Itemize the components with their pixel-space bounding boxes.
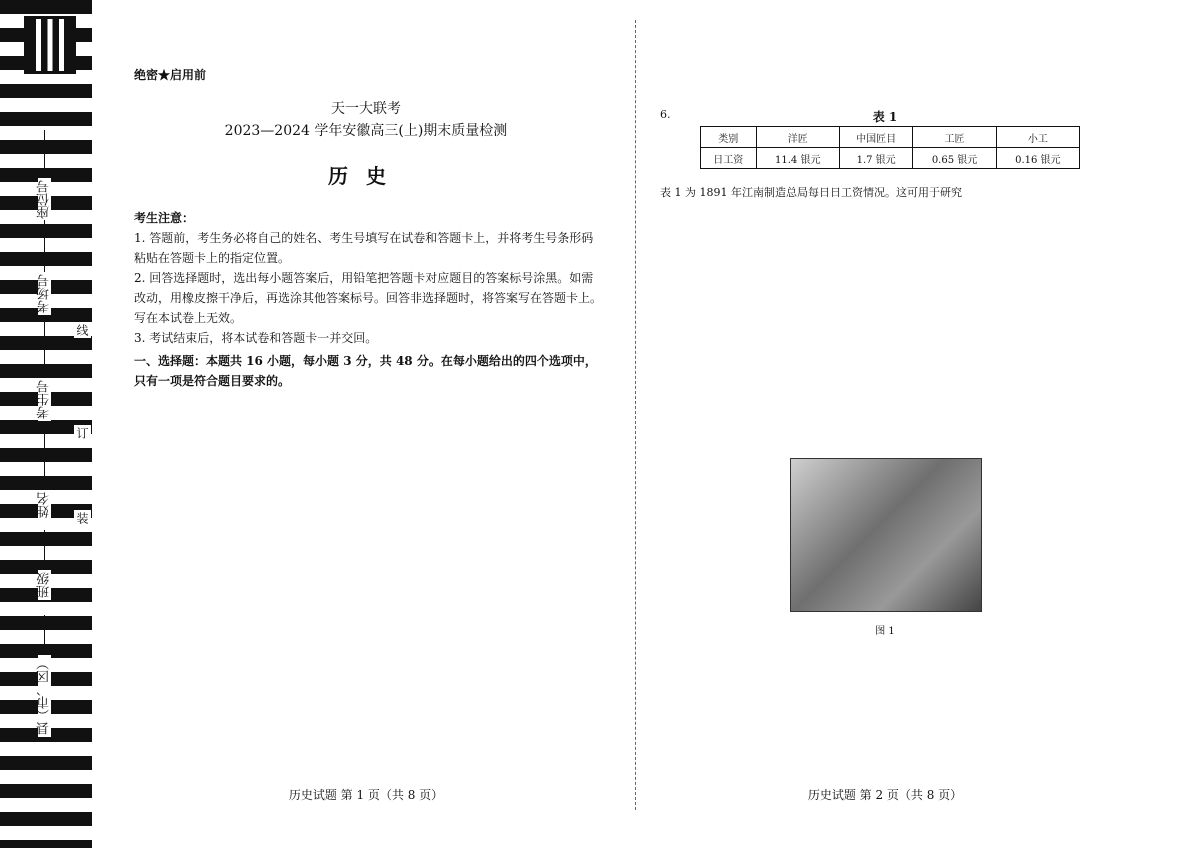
name-label: 姓名 [37,492,52,518]
page-1 [120,0,612,848]
exam-title: 2023—2024 学年安徽高三(上)期末质量检测 [224,123,508,139]
binding-word-bind: 装 [75,512,89,524]
binding-strip [0,0,92,848]
strip-line [44,130,45,178]
binding-word-line: 线 [75,324,89,336]
table-cell: 0.65 银元 [913,148,996,169]
subject-title: 历史 [328,164,404,188]
propaganda-painting-image [790,458,982,612]
strip-line [44,530,45,570]
note-item: 3. 考试结束后，将本试卷和答题卡一并交回。 [134,331,378,345]
organizer: 天一大联考 [331,101,401,117]
candidate-notes [134,208,604,348]
note-item: 1. 答题前，考生务必将自己的姓名、考生号填写在试卷和答题卡上，并将考生号条形码粘贴在答题卡上的指定位置。 [134,231,594,265]
page-2 [660,0,1110,848]
wage-table [700,126,1080,169]
county-label: 县（市、区） [37,657,52,735]
binding-word-order: 订 [75,427,89,439]
table-header-cell: 中国匠目 [839,127,913,148]
confidential-mark: 绝密★启用前 [134,68,207,82]
table-cell: 0.16 银元 [996,148,1079,169]
room-label: 考场号 [37,274,52,313]
strip-line [44,615,45,655]
question-stem: 表 1 为 1891 年江南制造总局每日日工资情况。这可用于研究 [660,186,962,199]
table-cell: 11.4 银元 [756,148,839,169]
qr-code [24,16,76,74]
note-item: 2. 回答选择题时，选出每小题答案后，用铅笔把答题卡对应题目的答案标号涂黑。如需改动，用橡皮擦干净后，再选涂其他答案标号。回答非选择题时，将答案写在答题卡上。写在本试卷上无效。 [134,271,603,325]
figure-caption: 图 1 [875,626,895,637]
strip-line [44,220,45,272]
candidate-label: 考生号 [37,380,52,419]
notes-title: 考生注意： [134,211,195,225]
table-cell: 日工资 [701,148,757,169]
table-header-cell: 洋匠 [756,127,839,148]
table-row [701,148,1080,169]
class-label: 班级 [37,572,52,598]
question-6 [660,184,1110,202]
table-header-cell: 工匠 [913,127,996,148]
table-header-cell: 小工 [996,127,1079,148]
question-number: 6. [660,108,671,121]
strip-line [44,425,45,490]
page-divider [635,20,636,810]
table-caption: 表 1 [872,110,898,124]
page-1-footer: 历史试题 第 1 页（共 8 页） [288,788,444,802]
seat-label: 座位号 [37,180,52,219]
strip-line [44,320,45,378]
table-cell: 1.7 银元 [839,148,913,169]
table-header-row [701,127,1080,148]
page-2-footer: 历史试题 第 2 页（共 8 页） [807,788,963,802]
section-header: 一、选择题：本题共 16 小题，每小题 3 分，共 48 分。在每小题给出的四个选项中，只有一项是符合题目要求的。 [134,354,597,388]
table-header-cell: 类别 [701,127,757,148]
